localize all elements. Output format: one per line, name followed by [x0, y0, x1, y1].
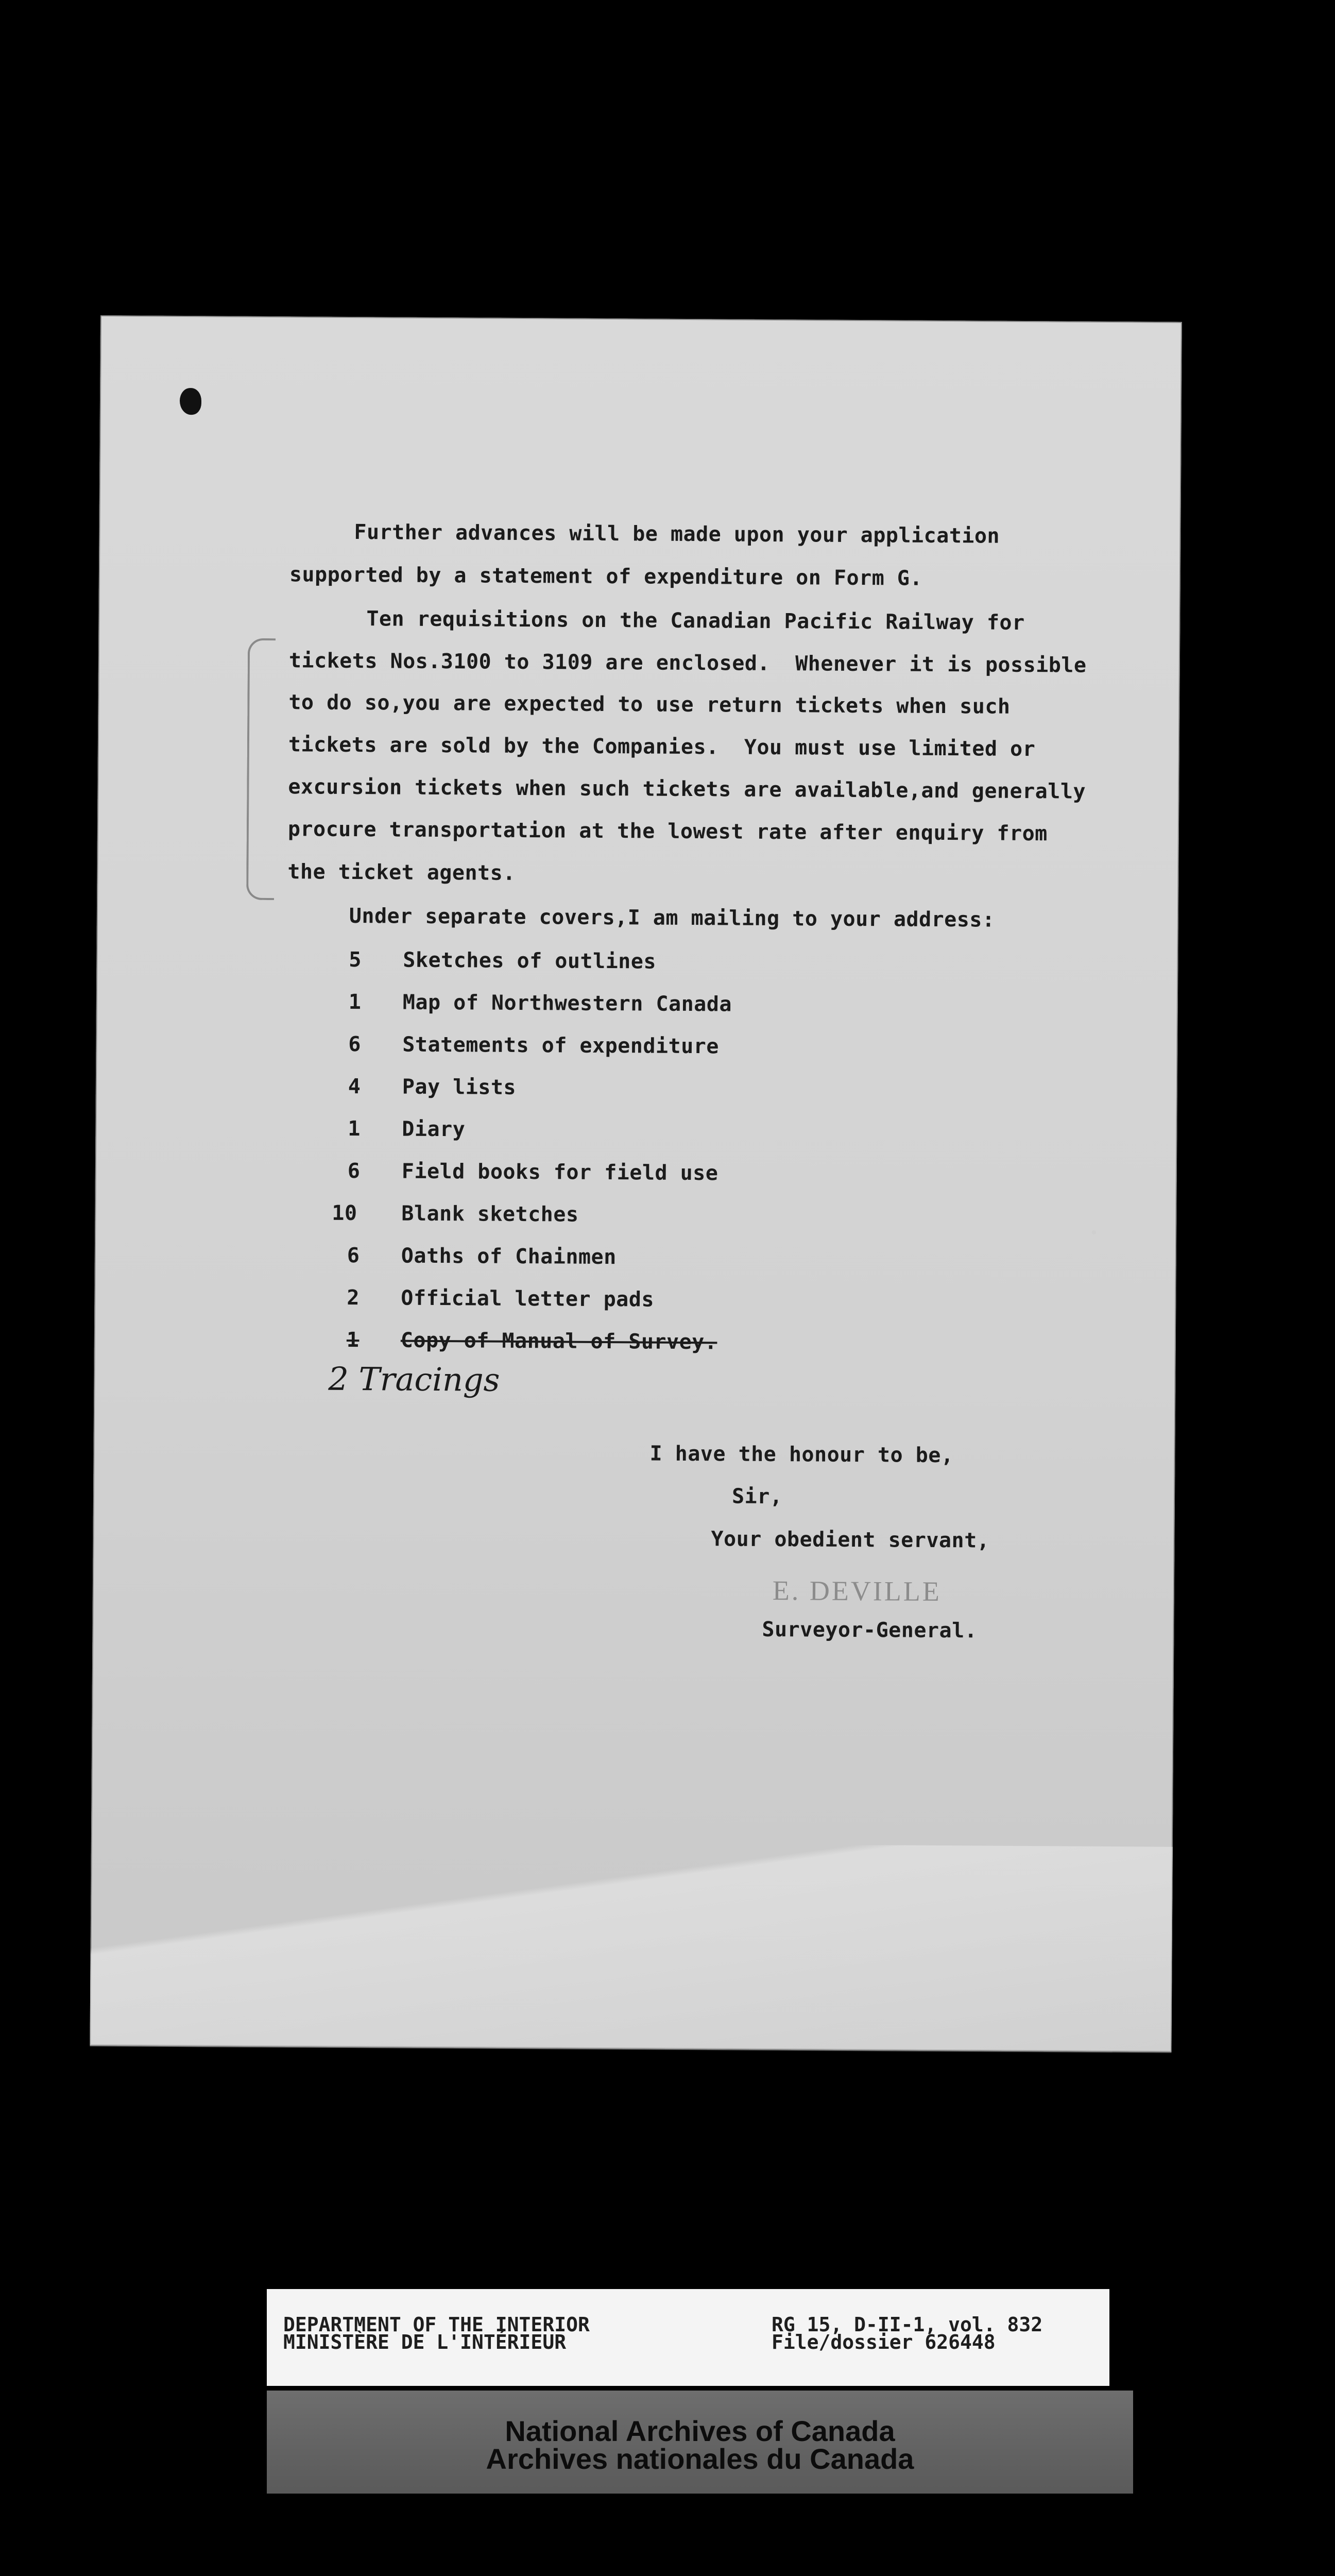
- paragraph2-line2: tickets Nos.3100 to 3109 are enclosed. Whenever it is possible: [288, 649, 1087, 677]
- closing-line3: Your obedient servant,: [711, 1527, 990, 1553]
- enclosure-item: Diary: [402, 1117, 466, 1142]
- paper-speck: [1092, 1230, 1096, 1234]
- paragraph2-line6: procure transportation at the lowest rate after enquiry from: [287, 817, 1048, 846]
- archives-name-english: National Archives of Canada: [505, 2415, 895, 2447]
- national-archives-band: [267, 2391, 1133, 2494]
- enclosure-qty: 1: [348, 1116, 361, 1141]
- enclosure-qty: 6: [347, 1243, 360, 1268]
- paragraph1-line2: supported by a statement of expenditure on Form G.: [289, 563, 923, 590]
- paragraph2-line7: the ticket agents.: [287, 860, 516, 885]
- paragraph2-line4: tickets are sold by the Companies. You must use limited or: [288, 733, 1036, 761]
- enclosure-item: Statements of expenditure: [402, 1032, 720, 1059]
- punch-hole: [180, 388, 201, 415]
- enclosure-item: Field books for field use: [401, 1159, 718, 1185]
- closing-line2: Sir,: [731, 1484, 783, 1509]
- enclosure-qty: 2: [347, 1285, 360, 1310]
- paper-fold-shading: [90, 1840, 1172, 2053]
- department-english: DEPARTMENT OF THE INTERIOR: [283, 2313, 590, 2336]
- signatory-title: Surveyor-General.: [762, 1617, 978, 1643]
- enclosure-item: Map of Northwestern Canada: [402, 990, 732, 1016]
- enclosure-qty: 4: [348, 1074, 361, 1099]
- archives-name-french: Archives nationales du Canada: [486, 2443, 914, 2475]
- closing-line1: I have the honour to be,: [649, 1442, 954, 1468]
- signature-stamp: E. DEVILLE: [772, 1575, 942, 1607]
- enclosure-item-struck: Copy of Manual of Survey.: [400, 1328, 717, 1354]
- enclosure-item: Pay lists: [402, 1075, 517, 1099]
- paragraph2-line3: to do so,you are expected to use return tickets when such: [288, 690, 1011, 719]
- enclosure-item: Sketches of outlines: [403, 948, 657, 974]
- enclosure-qty: 10: [332, 1201, 357, 1226]
- enclosure-item: Oaths of Chainmen: [401, 1244, 617, 1269]
- department-french: MINISTÈRE DE L'INTÉRIEUR: [283, 2331, 567, 2353]
- enclosure-qty-struck: 1: [346, 1328, 360, 1352]
- file-number: File/dossier 626448: [772, 2331, 996, 2353]
- enclosure-item: Blank sketches: [401, 1201, 579, 1227]
- paragraph1-line1: Further advances will be made upon your application: [354, 520, 1000, 548]
- handwritten-tracings-note: 2 Tracings: [328, 1360, 500, 1399]
- enclosure-item: Official letter pads: [401, 1286, 655, 1312]
- record-group-reference: RG 15, D-II-1, vol. 832: [772, 2313, 1043, 2336]
- enclosure-qty: 6: [348, 1032, 362, 1057]
- enclosure-qty: 1: [348, 990, 362, 1014]
- margin-bracket-mark: [246, 638, 276, 900]
- enclosure-qty: 6: [347, 1159, 361, 1183]
- paragraph2-line1: Ten requisitions on the Canadian Pacific Railway for: [366, 607, 1025, 635]
- enclosures-intro: Under separate covers,I am mailing to your address:: [349, 904, 995, 932]
- archive-reference-label: [267, 2289, 1109, 2386]
- paragraph2-line5: excursion tickets when such tickets are available,and generally: [288, 775, 1086, 804]
- enclosure-qty: 5: [349, 947, 362, 972]
- letter-page: [90, 315, 1182, 2052]
